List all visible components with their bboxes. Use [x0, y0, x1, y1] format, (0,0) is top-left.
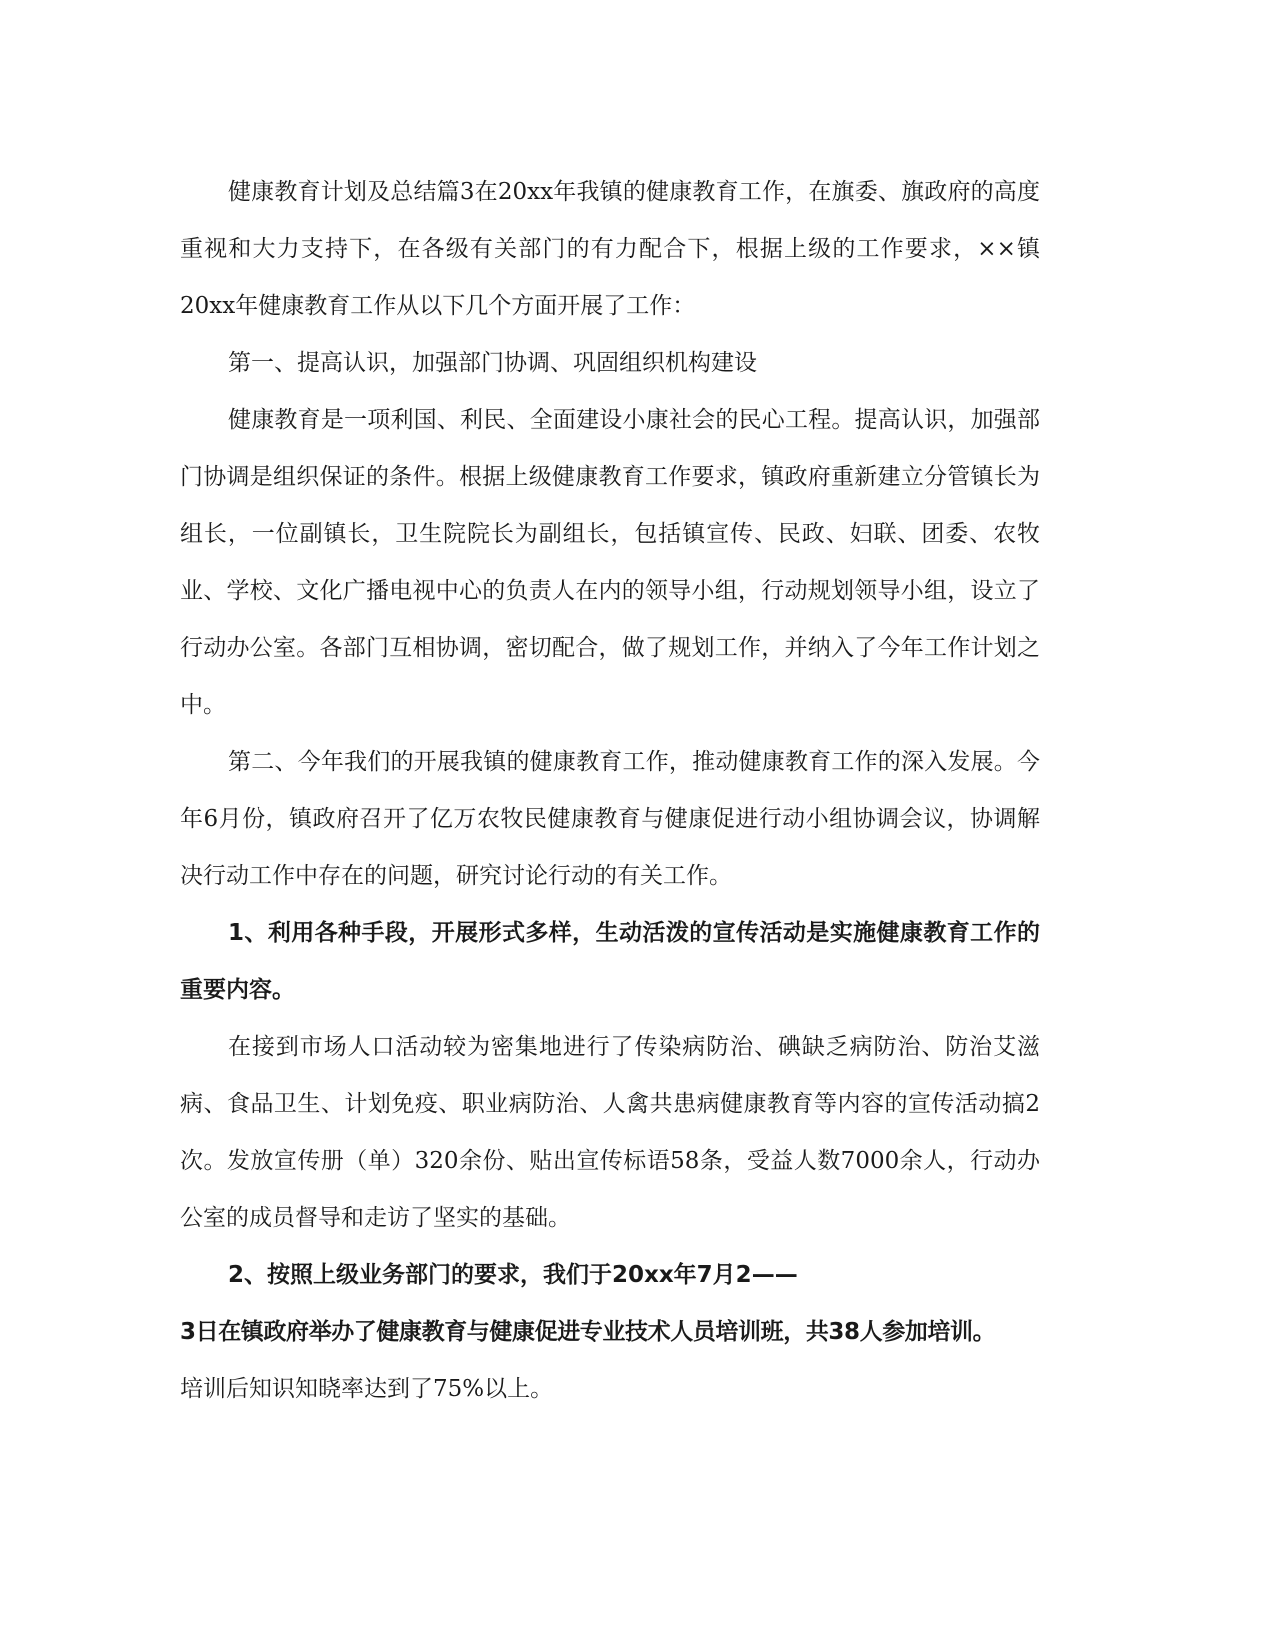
item-1-paragraph: 在接到市场人口活动较为密集地进行了传染病防治、碘缺乏病防治、防治艾滋病、食品卫生、计划免疫、职业病防治、人禽共患病健康教育等内容的宣传活动搞2次。发放宣传册（单）320余份、贴出宣传标语58条，受益人数7000余人，行动办公室的成员督导和走访了坚实的基础。 — [180, 1034, 1040, 1231]
bold-item-2-line-1: 2、按照上级业务部门的要求，我们于20xx年7月2—— — [228, 1262, 798, 1288]
item-2-result: 培训后知识知晓率达到了75%以上。 — [180, 1376, 554, 1402]
section-2-paragraph: 第二、今年我们的开展我镇的健康教育工作，推动健康教育工作的深入发展。今年6月份，镇政府召开了亿万农牧民健康教育与健康促进行动小组协调会议，协调解决行动工作中存在的问题，研究讨论行动的有关工作。 — [180, 749, 1040, 889]
bold-item-2-line-2: 3日在镇政府举办了健康教育与健康促进专业技术人员培训班，共38人参加培训。 — [180, 1319, 996, 1345]
intro-paragraph: 健康教育计划及总结篇3在20xx年我镇的健康教育工作，在旗委、旗政府的高度重视和大力支持下，在各级有关部门的有力配合下，根据上级的工作要求，××镇20xx年健康教育工作从以下几个方面开展了工作： — [180, 179, 1040, 319]
section-heading-1: 第一、提高认识，加强部门协调、巩固组织机构建设 — [228, 350, 757, 376]
section-1-paragraph: 健康教育是一项利国、利民、全面建设小康社会的民心工程。提高认识，加强部门协调是组织保证的条件。根据上级健康教育工作要求，镇政府重新建立分管镇长为组长，一位副镇长，卫生院院长为副组长，包括镇宣传、民政、妇联、团委、农牧业、学校、文化广播电视中心的负责人在内的领导小组，行动规划领导小组，设立了行动办公室。各部门互相协调，密切配合，做了规划工作，并纳入了今年工作计划之中。 — [180, 407, 1040, 718]
document-body — [180, 164, 1040, 1418]
bold-item-1: 1、利用各种手段，开展形式多样，生动活泼的宣传活动是实施健康教育工作的重要内容。 — [180, 920, 1040, 1003]
